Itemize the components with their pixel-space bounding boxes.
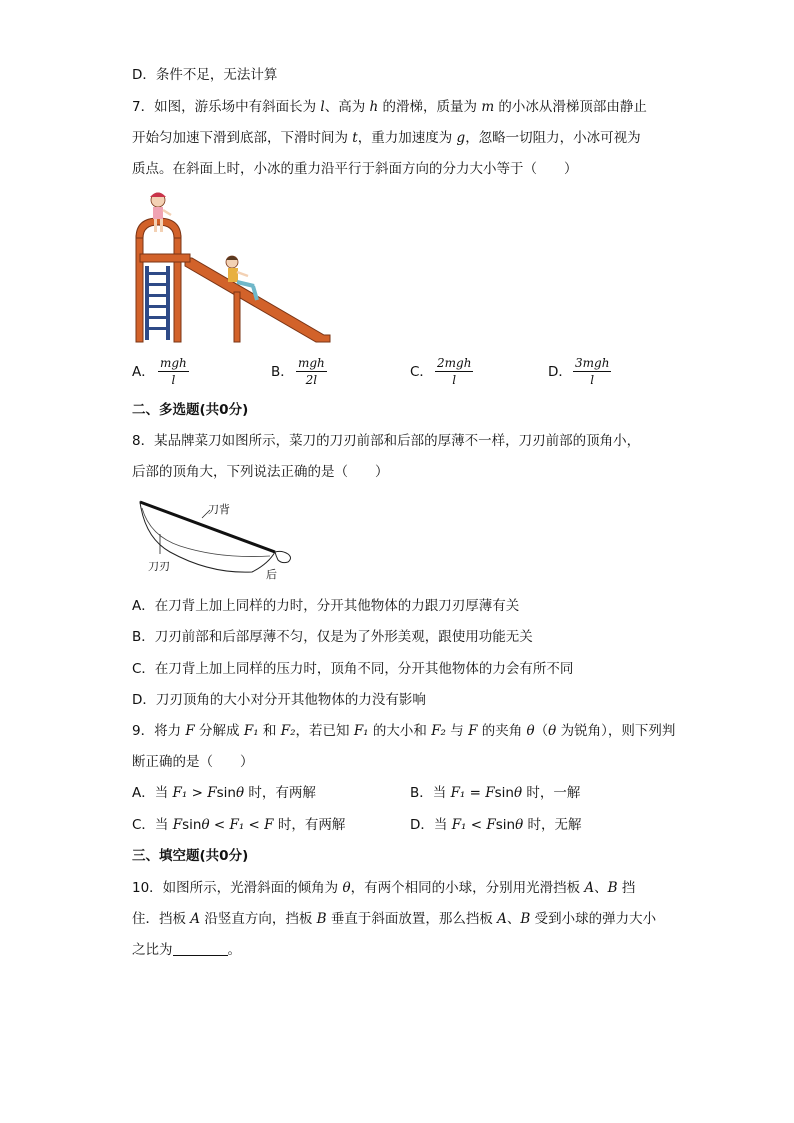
q9-option-c[interactable]: C．当 Fsinθ < F₁ < F 时，有两解 bbox=[132, 817, 346, 833]
q9-option-b[interactable]: B．当 F₁ = Fsinθ 时，一解 bbox=[410, 785, 581, 801]
q7-option-c[interactable]: C． bbox=[410, 364, 433, 380]
section-heading-multiple-choice: 二、多选题(共0分) bbox=[132, 402, 249, 418]
q7-line-3: 质点。在斜面上时，小冰的重力沿平行于斜面方向的分力大小等于（ ） bbox=[132, 161, 578, 177]
q9-line-2: 断正确的是（ ） bbox=[132, 754, 254, 770]
q7-line-2: 开始匀加速下滑到底部，下滑时间为 t，重力加速度为 g，忽略一切阻力，小冰可视为 bbox=[132, 130, 641, 146]
q6-option-d: D．条件不足，无法计算 bbox=[132, 67, 278, 83]
knife-label-back: 刀背 bbox=[208, 503, 230, 516]
q10-line-3: 之比为 。 bbox=[132, 942, 241, 958]
q8-option-a[interactable]: A．在刀背上加上同样的力时，分开其他物体的力跟刀刃厚薄有关 bbox=[132, 598, 520, 614]
q8-line-2: 后部的顶角大，下列说法正确的是（ ） bbox=[132, 464, 389, 480]
q7-line-1: 7．如图，游乐场中有斜面长为 l、高为 h 的滑梯，质量为 m 的小冰从滑梯顶部由静止 bbox=[132, 99, 647, 115]
q9-option-a[interactable]: A．当 F₁ > Fsinθ 时，有两解 bbox=[132, 785, 316, 801]
q9-option-d[interactable]: D．当 F₁ < Fsinθ 时，无解 bbox=[410, 817, 582, 833]
q7-option-d-fraction: 3mgh l bbox=[575, 356, 610, 387]
q7-option-a-fraction: mgh l bbox=[160, 356, 187, 387]
q9-line-1: 9．将力 F 分解成 F₁ 和 F₂，若已知 F₁ 的大小和 F₂ 与 F 的夹角 θ（θ 为锐角），则下列判 bbox=[132, 723, 676, 739]
q10-line-1: 10．如图所示，光滑斜面的倾角为 θ，有两个相同的小球，分别用光滑挡板 A、B 挡 bbox=[132, 880, 636, 896]
q8-option-c[interactable]: C．在刀背上加上同样的压力时，顶角不同，分开其他物体的力会有所不同 bbox=[132, 661, 574, 677]
section-heading-fill-in-blank: 三、填空题(共0分) bbox=[132, 848, 249, 864]
q7-option-b[interactable]: B． bbox=[271, 364, 294, 380]
q7-option-a[interactable]: A． bbox=[132, 364, 155, 380]
q7-option-c-fraction: 2mgh l bbox=[437, 356, 472, 387]
q10-line-2: 住．挡板 A 沿竖直方向，挡板 B 垂直于斜面放置，那么挡板 A、B 受到小球的弹力大小 bbox=[132, 911, 657, 927]
q8-line-1: 8．某品牌菜刀如图所示，菜刀的刀刃前部和后部的厚薄不一样，刀刃前部的顶角小， bbox=[132, 433, 641, 449]
knife-label-rear: 后 bbox=[266, 568, 277, 581]
q7-option-b-fraction: mgh 2l bbox=[298, 356, 325, 387]
q7-option-d[interactable]: D． bbox=[548, 364, 572, 380]
answer-blank[interactable] bbox=[173, 941, 228, 956]
q8-option-d[interactable]: D．刀刃顶角的大小对分开其他物体的力没有影响 bbox=[132, 692, 426, 708]
slide-figure bbox=[130, 188, 340, 348]
q8-option-b[interactable]: B．刀刃前部和后部厚薄不匀，仅是为了外形美观，跟使用功能无关 bbox=[132, 629, 533, 645]
knife-label-edge: 刀刃 bbox=[148, 560, 170, 573]
